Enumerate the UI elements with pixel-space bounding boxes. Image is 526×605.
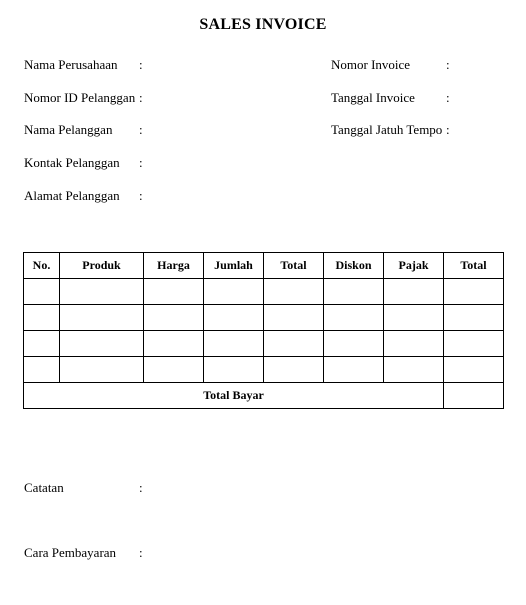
table-cell[interactable]	[24, 279, 60, 305]
header-jumlah: Jumlah	[204, 253, 264, 279]
notes-colon: :	[139, 480, 143, 495]
total-bayar-row	[24, 383, 504, 409]
invoice-items-table	[23, 252, 504, 409]
table-cell[interactable]	[324, 305, 384, 331]
table-cell[interactable]	[264, 279, 324, 305]
table-cell[interactable]	[264, 331, 324, 357]
company-name-label: Nama Perusahaan	[24, 57, 118, 72]
due-date-label: Tanggal Jatuh Tempo	[331, 122, 443, 137]
total-bayar-value-cell[interactable]	[444, 383, 504, 409]
customer-contact-label: Kontak Pelanggan	[24, 155, 120, 170]
invoice-number-label: Nomor Invoice	[331, 57, 411, 72]
table-cell[interactable]	[384, 357, 444, 383]
customer-address-label: Alamat Pelanggan	[24, 188, 120, 203]
table-header-row	[24, 253, 504, 279]
table-cell[interactable]	[24, 305, 60, 331]
table-row	[24, 331, 504, 357]
table-cell[interactable]	[444, 331, 504, 357]
company-name-colon: :	[139, 57, 143, 72]
table-row	[24, 305, 504, 331]
header-total: Total	[264, 253, 324, 279]
table-cell[interactable]	[60, 331, 144, 357]
table-cell[interactable]	[444, 305, 504, 331]
table-cell[interactable]	[144, 331, 204, 357]
table-row	[24, 357, 504, 383]
table-cell[interactable]	[384, 331, 444, 357]
header-produk: Produk	[60, 253, 144, 279]
table-cell[interactable]	[384, 279, 444, 305]
header-pajak: Pajak	[384, 253, 444, 279]
table-cell[interactable]	[24, 331, 60, 357]
table-cell[interactable]	[204, 357, 264, 383]
invoice-date-label: Tanggal Invoice	[331, 90, 415, 105]
table-cell[interactable]	[444, 279, 504, 305]
header-grand-total: Total	[444, 253, 504, 279]
header-diskon: Diskon	[324, 253, 384, 279]
customer-id-label: Nomor ID Pelanggan	[24, 90, 136, 105]
due-date-colon: :	[446, 122, 450, 137]
customer-name-label: Nama Pelanggan	[24, 122, 113, 137]
invoice-title: SALES INVOICE	[199, 16, 327, 33]
table-cell[interactable]	[324, 331, 384, 357]
table-cell[interactable]	[324, 357, 384, 383]
table-cell[interactable]	[384, 305, 444, 331]
payment-method-colon: :	[139, 545, 143, 560]
table-cell[interactable]	[24, 357, 60, 383]
notes-label: Catatan	[24, 480, 64, 495]
customer-address-colon: :	[139, 188, 143, 203]
customer-contact-colon: :	[139, 155, 143, 170]
table-cell[interactable]	[204, 331, 264, 357]
table-cell[interactable]	[264, 357, 324, 383]
table-cell[interactable]	[60, 305, 144, 331]
header-no: No.	[24, 253, 60, 279]
invoice-number-colon: :	[446, 57, 450, 72]
table-cell[interactable]	[60, 279, 144, 305]
table-row	[24, 279, 504, 305]
invoice-date-colon: :	[446, 90, 450, 105]
header-harga: Harga	[144, 253, 204, 279]
total-bayar-label: Total Bayar	[24, 383, 444, 409]
table-cell[interactable]	[324, 279, 384, 305]
payment-method-label: Cara Pembayaran	[24, 545, 117, 560]
table-cell[interactable]	[144, 279, 204, 305]
table-cell[interactable]	[204, 279, 264, 305]
table-cell[interactable]	[144, 357, 204, 383]
table-cell[interactable]	[144, 305, 204, 331]
customer-name-colon: :	[139, 122, 143, 137]
table-cell[interactable]	[204, 305, 264, 331]
customer-id-colon: :	[139, 90, 143, 105]
table-cell[interactable]	[444, 357, 504, 383]
table-cell[interactable]	[60, 357, 144, 383]
table-cell[interactable]	[264, 305, 324, 331]
